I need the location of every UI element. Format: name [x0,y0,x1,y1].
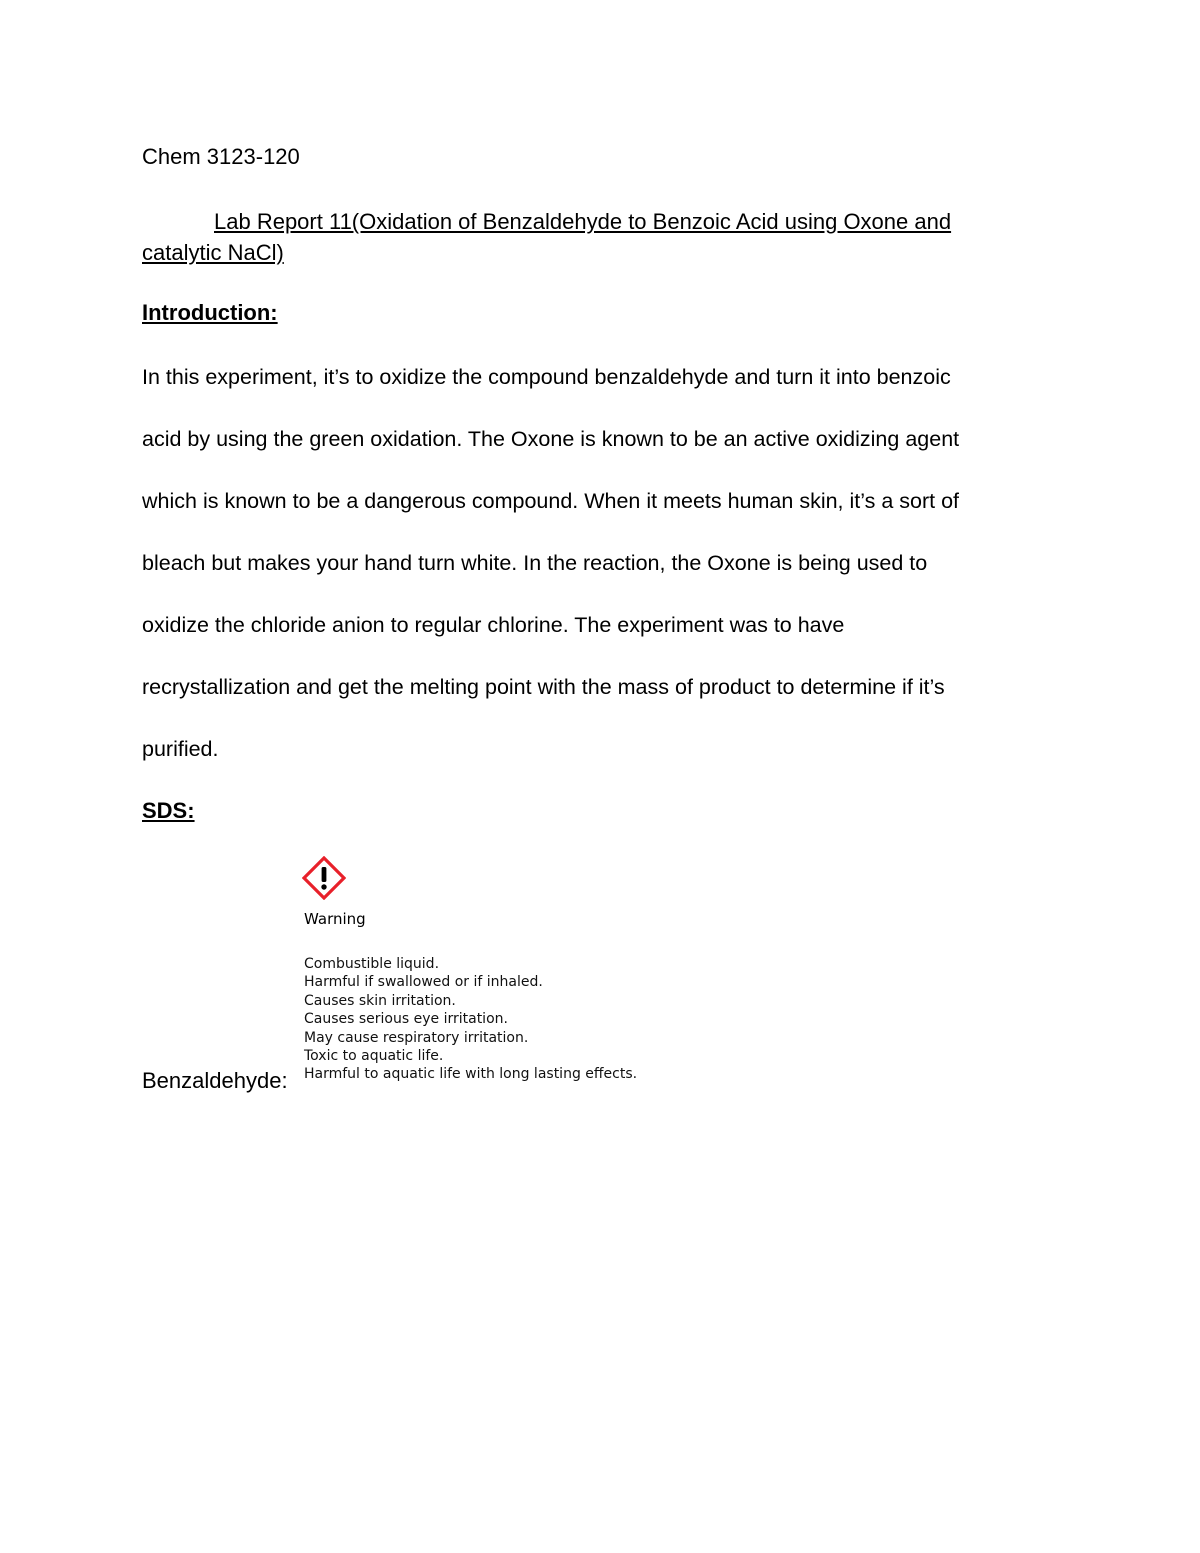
exclamation-mark-icon [302,856,346,900]
paragraph-line: bleach but makes your hand turn white. In the reaction, the Oxone is being used to [142,551,928,575]
hazard-statement: Harmful if swallowed or if inhaled. [304,974,543,991]
paragraph-line: which is known to be a dangerous compound. When it meets human skin, it’s a sort of [142,489,960,513]
chemical-label: Benzaldehyde: [142,1068,288,1093]
introduction-paragraph [142,346,1042,780]
course-code: Chem 3123-120 [142,144,300,169]
hazard-statement: May cause respiratory irritation. [304,1029,529,1046]
sds-heading: SDS: [142,798,195,823]
paragraph-line: purified. [142,737,219,761]
paragraph-line: oxidize the chloride anion to regular chlorine. The experiment was to have [142,613,845,637]
paragraph-line: In this experiment, it’s to oxidize the compound benzaldehyde and turn it into benzoic [142,365,951,389]
report-title: Lab Report 11(Oxidation of Benzaldehyde to Benzoic Acid using Oxone and catalytic NaCl) [142,209,952,265]
paragraph-line: acid by using the green oxidation. The Oxone is known to be an active oxidizing agent [142,427,960,451]
hazard-statement: Toxic to aquatic life. [304,1048,444,1065]
hazard-statements [304,955,637,1084]
introduction-heading: Introduction: [142,300,278,325]
hazard-statement: Combustible liquid. [304,956,440,972]
hazard-statement: Causes skin irritation. [304,992,456,1009]
signal-word: Warning [304,910,366,928]
paragraph-line: recrystallization and get the melting point with the mass of product to determine if it’s [142,675,945,699]
hazard-statement: Causes serious eye irritation. [304,1011,508,1028]
hazard-statement: Harmful to aquatic life with long lasting effects. [304,1066,638,1083]
